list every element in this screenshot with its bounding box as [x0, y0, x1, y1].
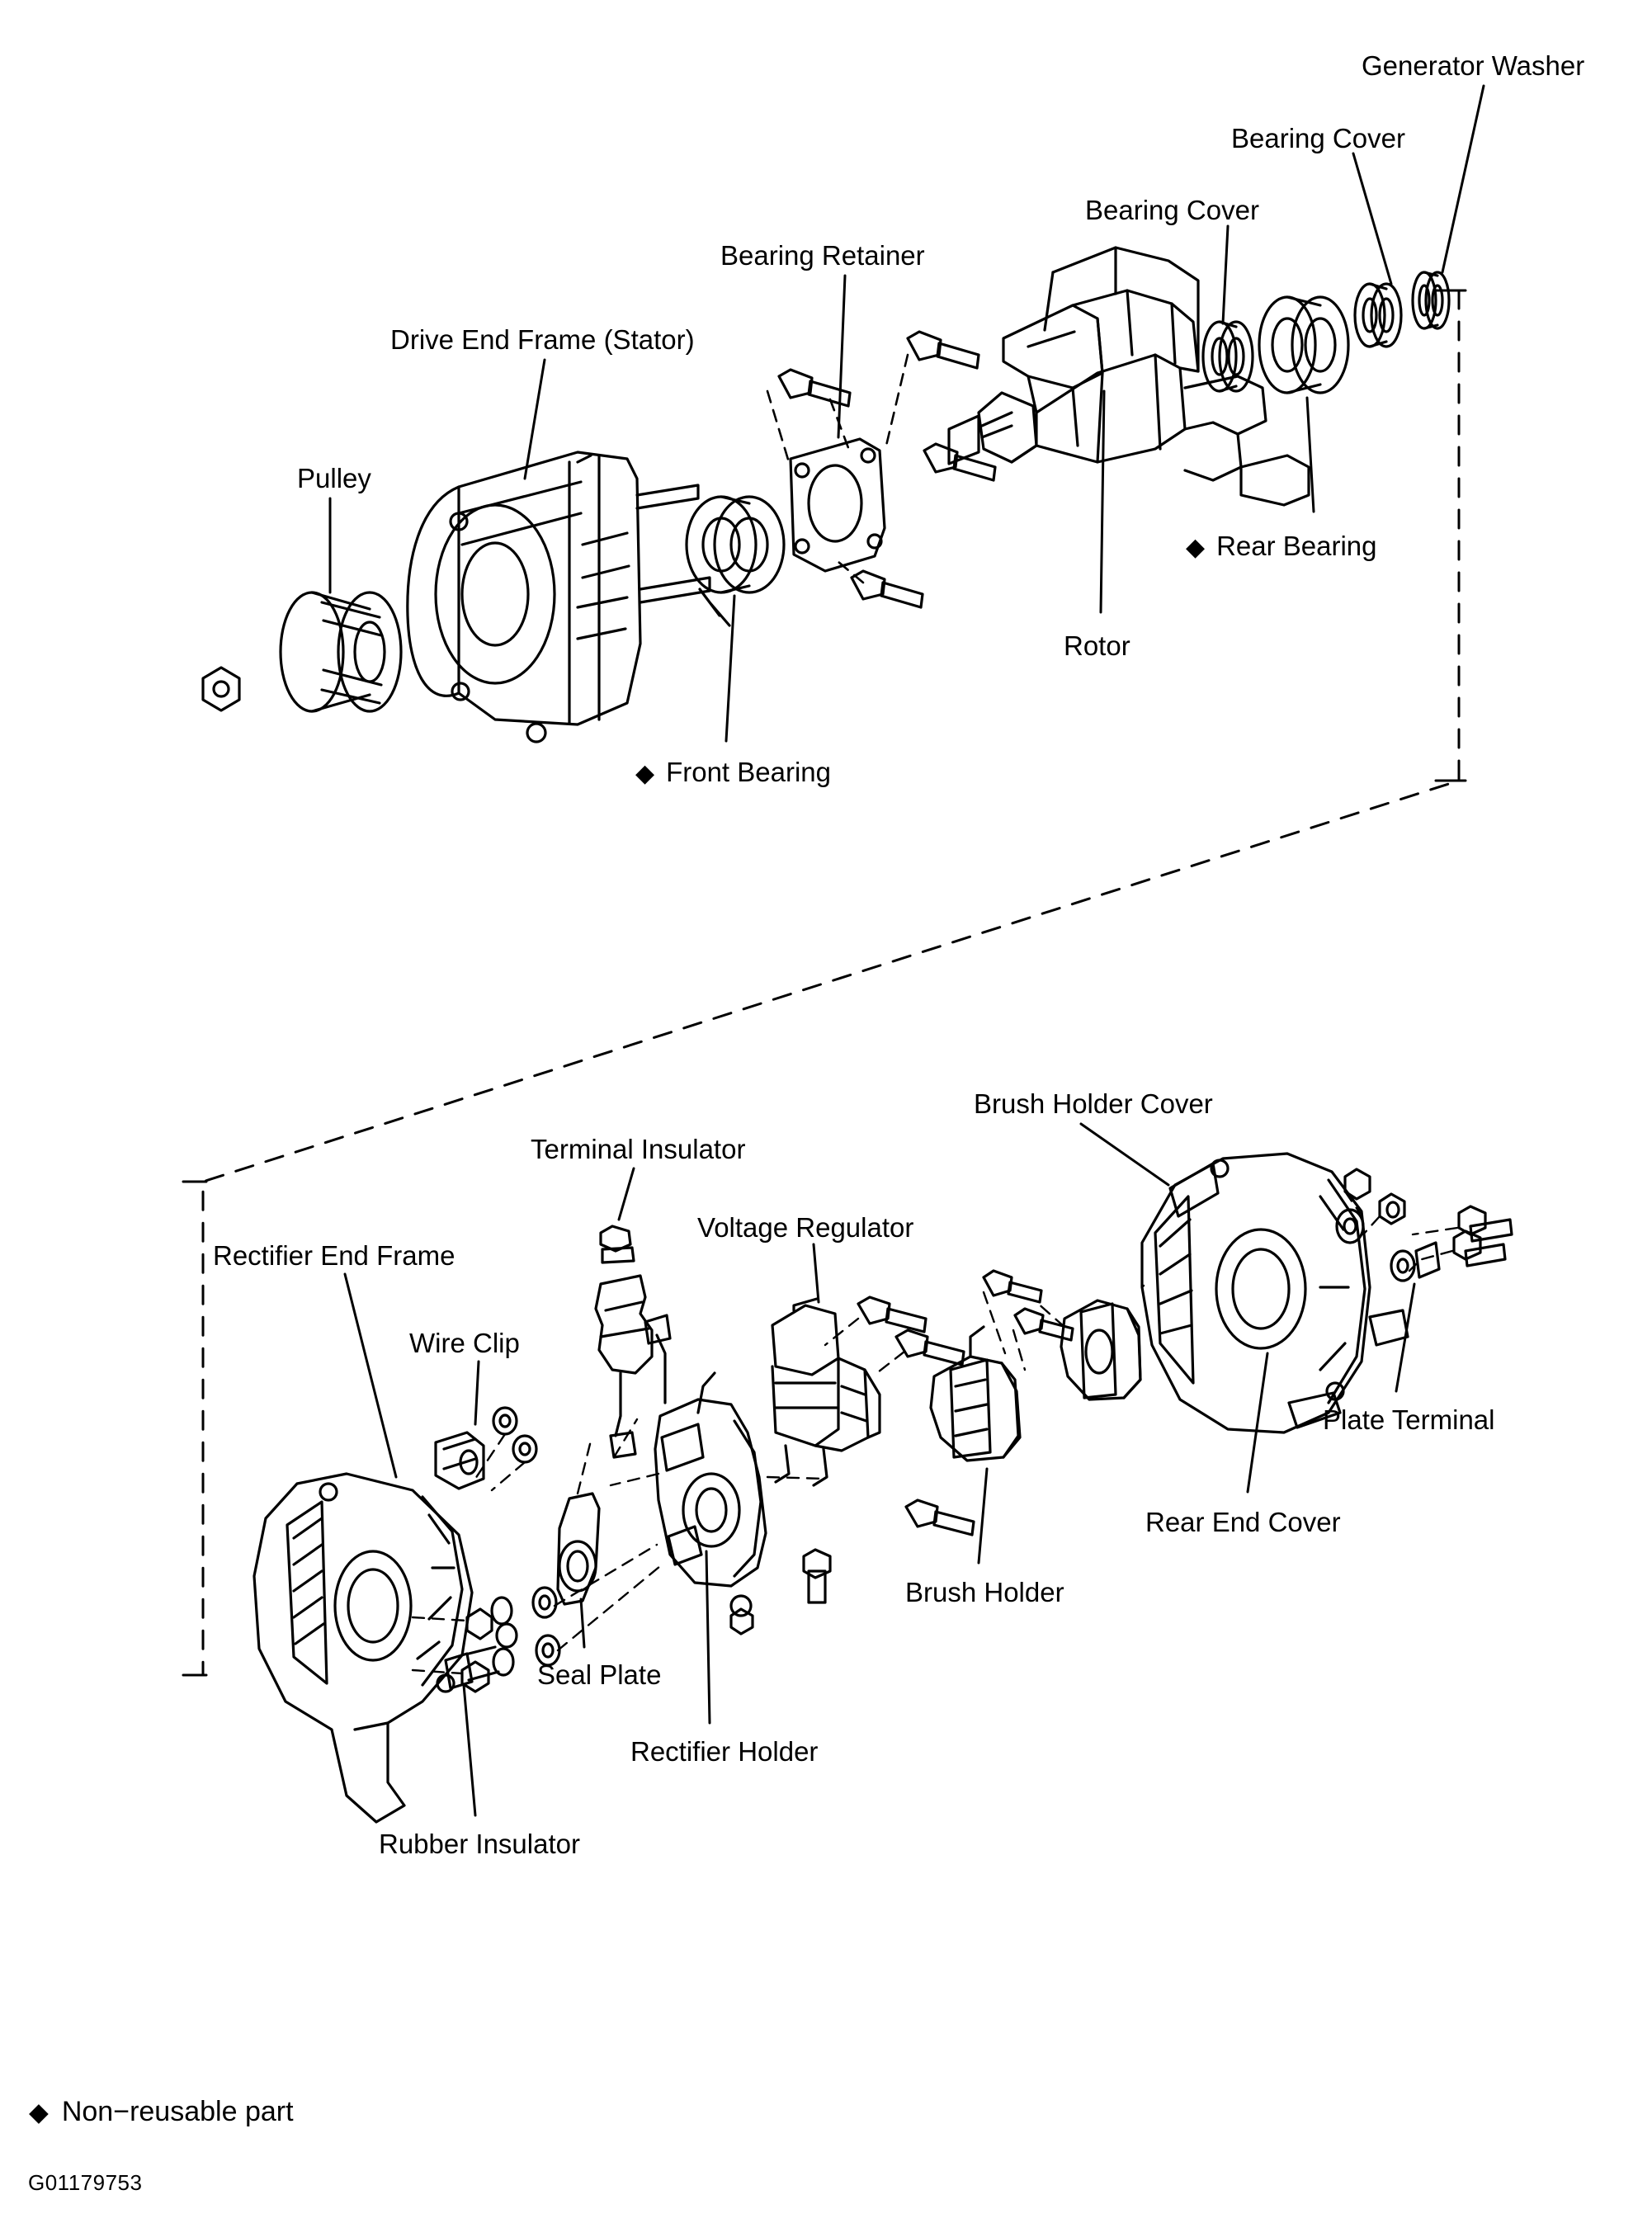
seal-plate-part — [558, 1494, 599, 1604]
label-voltage-regulator: Voltage Regulator — [697, 1212, 914, 1243]
label-terminal-insulator: Terminal Insulator — [531, 1134, 746, 1164]
leader-wire-clip — [475, 1362, 479, 1424]
terminal-insulator-part — [596, 1226, 652, 1457]
label-brush-holder-cover: Brush Holder Cover — [974, 1088, 1213, 1119]
label-brush-holder: Brush Holder — [905, 1577, 1064, 1607]
front-bearing-part — [687, 497, 784, 625]
label-bearing-cover-upper: Bearing Cover — [1231, 123, 1405, 153]
label-pulley: Pulley — [297, 463, 371, 493]
leader-bearing-cover-2 — [1353, 153, 1391, 284]
leader-rear-end-cover — [1248, 1353, 1267, 1492]
leader-brush-holder-cover — [1081, 1124, 1168, 1185]
leader-seal-plate — [581, 1599, 584, 1647]
label-rear-bearing: ◆ Rear Bearing — [1186, 531, 1377, 561]
label-rubber-insulator: Rubber Insulator — [379, 1829, 580, 1859]
label-drive-end-frame: Drive End Frame (Stator) — [390, 324, 695, 355]
label-rear-end-cover: Rear End Cover — [1145, 1507, 1341, 1537]
label-plate-terminal: Plate Terminal — [1323, 1404, 1495, 1435]
bearing-cover-2-part — [1355, 284, 1401, 347]
rectifier-frame-fasteners — [462, 1408, 559, 1692]
label-bearing-retainer: Bearing Retainer — [720, 240, 925, 271]
label-rotor: Rotor — [1064, 630, 1130, 661]
leader-bearing-retainer — [838, 276, 845, 437]
leader-rectifier-holder — [706, 1551, 710, 1723]
drive-end-frame-part — [408, 452, 710, 742]
leader-voltage-regulator — [814, 1244, 819, 1302]
rotor-part — [949, 248, 1309, 505]
label-front-bearing: ◆ Front Bearing — [635, 758, 831, 787]
label-wire-clip: Wire Clip — [409, 1328, 520, 1358]
leader-plate-terminal — [1396, 1284, 1414, 1391]
leader-brush-holder — [979, 1469, 987, 1563]
rear-end-cover-part — [1142, 1154, 1408, 1432]
bearing-retainer-part — [791, 439, 885, 571]
wire-clip-part — [436, 1432, 484, 1489]
group-link-dashed — [203, 290, 1459, 1675]
brush-holder-cover-part — [1061, 1300, 1140, 1399]
generator-washer-part — [1413, 272, 1449, 328]
label-rectifier-end-frame: Rectifier End Frame — [213, 1240, 455, 1271]
label-generator-washer: Generator Washer — [1362, 50, 1585, 81]
pulley-nut — [203, 668, 239, 710]
leader-terminal-insulator — [619, 1168, 634, 1220]
leader-front-bearing — [726, 596, 734, 741]
leader-drive-end-frame — [525, 360, 545, 479]
figure-code: G01179753 — [28, 2170, 143, 2195]
rectifier-end-frame-part — [254, 1474, 472, 1822]
label-rectifier-holder: Rectifier Holder — [630, 1736, 819, 1767]
leader-rubber-insulator — [464, 1685, 475, 1815]
retainer-bolts — [779, 332, 995, 607]
voltage-regulator-part — [772, 1299, 880, 1485]
non-reusable-part-legend: ◆ Non−reusable part — [29, 2096, 294, 2128]
label-bearing-cover-lower: Bearing Cover — [1085, 195, 1259, 225]
rectifier-holder-part — [645, 1315, 766, 1634]
voltage-regulator-bolts — [804, 1297, 974, 1602]
label-seal-plate: Seal Plate — [537, 1659, 662, 1690]
leader-rotor — [1101, 391, 1104, 612]
rear-bearing-part — [1259, 297, 1348, 393]
leader-bearing-cover-1 — [1223, 226, 1228, 323]
leader-rectifier-end-frame — [345, 1274, 396, 1477]
leader-generator-washer — [1442, 86, 1484, 272]
pulley-part — [281, 592, 401, 711]
